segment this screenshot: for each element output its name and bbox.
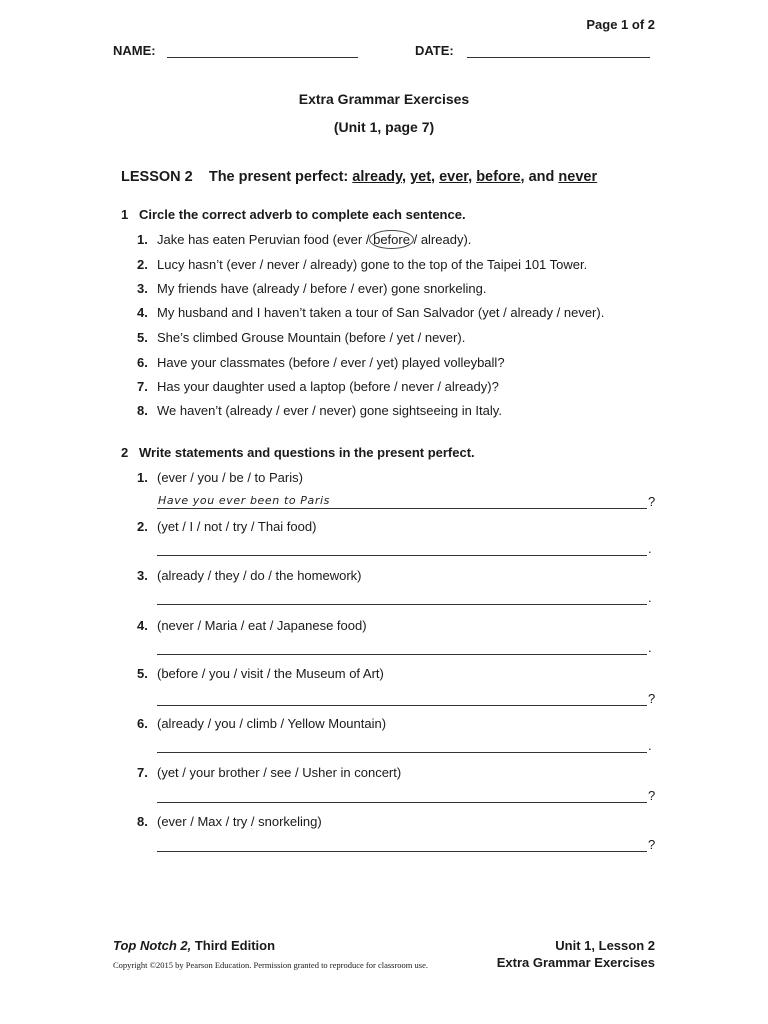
ex1-item-7: 7. Has your daughter used a laptop (before / never / already)?	[137, 379, 499, 394]
end-punctuation: .	[648, 541, 652, 556]
ex2-item-2-prompt: 2. (yet / I / not / try / Thai food)	[137, 519, 317, 534]
lesson-label: LESSON 2	[121, 169, 193, 185]
ex1-item-8: 8. We haven’t (already / ever / never) gone sightseeing in Italy.	[137, 403, 502, 418]
answer-line[interactable]	[157, 705, 647, 706]
lesson-word-before: before	[476, 169, 521, 185]
exercise-number: 1	[121, 207, 129, 222]
exercise-instruction: Circle the correct adverb to complete each sentence.	[139, 207, 466, 222]
date-field[interactable]	[467, 57, 650, 58]
exercise-number: 2	[121, 445, 129, 460]
handwritten-answer: Have you ever been to Paris	[158, 494, 330, 507]
book-title: Top Notch 2, Third Edition	[113, 938, 276, 953]
end-punctuation: .	[648, 590, 652, 605]
ex2-item-8-prompt: 8. (ever / Max / try / snorkeling)	[137, 814, 322, 829]
answer-line[interactable]	[157, 851, 647, 852]
ex2-item-3-prompt: 3. (already / they / do / the homework)	[137, 568, 362, 583]
circle-mark	[369, 230, 414, 249]
answer-line[interactable]	[157, 752, 647, 753]
lesson-word-never: never	[558, 169, 598, 185]
ex1-item-3: 3. My friends have (already / before / ever) gone snorkeling.	[137, 281, 487, 296]
exercise-1-heading	[121, 207, 466, 222]
lesson-word-already: already	[352, 169, 402, 185]
ex2-item-1-prompt: 1. (ever / you / be / to Paris)	[137, 470, 303, 485]
worksheet-title: Extra Grammar Exercises	[298, 91, 470, 107]
date-label: DATE:	[415, 43, 454, 58]
ex1-item-2: 2. Lucy hasn’t (ever / never / already) gone to the top of the Taipei 101 Tower.	[137, 257, 588, 272]
copyright-notice: Copyright ©2015 by Pearson Education. Permission granted to reproduce for classroom use.	[113, 960, 428, 970]
answer-line[interactable]	[157, 555, 647, 556]
ex2-item-6-prompt: 6. (already / you / climb / Yellow Mountain)	[137, 716, 387, 731]
lesson-word-ever: ever	[439, 169, 469, 185]
end-punctuation: ?	[648, 837, 656, 852]
end-punctuation: ?	[648, 494, 656, 509]
worksheet-subtitle: (Unit 1, page 7)	[333, 119, 435, 135]
answer-line[interactable]	[157, 508, 647, 509]
lesson-heading: LESSON 2 The present perfect: already, yet, ever, before, and never	[121, 169, 598, 185]
exercise-instruction: Write statements and questions in the present perfect.	[139, 445, 475, 460]
footer-section: Extra Grammar Exercises	[496, 955, 655, 970]
exercise-2-heading	[121, 445, 475, 460]
answer-line[interactable]	[157, 604, 647, 605]
footer-unit: Unit 1, Lesson 2	[555, 938, 655, 953]
ex1-item-6: 6. Have your classmates (before / ever / yet) played volleyball?	[137, 355, 505, 370]
name-label: NAME:	[113, 43, 156, 58]
answer-line[interactable]	[157, 654, 647, 655]
circled-answer: before	[373, 232, 410, 247]
end-punctuation: ?	[648, 788, 656, 803]
ex2-item-7-prompt: 7. (yet / your brother / see / Usher in concert)	[137, 765, 402, 780]
ex1-item-5: 5. She’s climbed Grouse Mountain (before / yet / never).	[137, 330, 466, 345]
answer-line[interactable]	[157, 802, 647, 803]
ex2-item-4-prompt: 4. (never / Maria / eat / Japanese food)	[137, 618, 367, 633]
name-field[interactable]	[167, 57, 358, 58]
end-punctuation: .	[648, 640, 652, 655]
ex2-item-5-prompt: 5. (before / you / visit / the Museum of Art)	[137, 666, 384, 681]
end-punctuation: ?	[648, 691, 656, 706]
end-punctuation: .	[648, 738, 652, 753]
ex1-item-1: 1. Jake has eaten Peruvian food (ever / before / already).	[137, 232, 472, 247]
ex1-item-4: 4. My husband and I haven’t taken a tour of San Salvador (yet / already / never).	[137, 305, 605, 320]
lesson-word-yet: yet	[410, 169, 432, 185]
lesson-topic: The present perfect:	[208, 169, 349, 185]
page-number: Page 1 of 2	[586, 17, 655, 32]
